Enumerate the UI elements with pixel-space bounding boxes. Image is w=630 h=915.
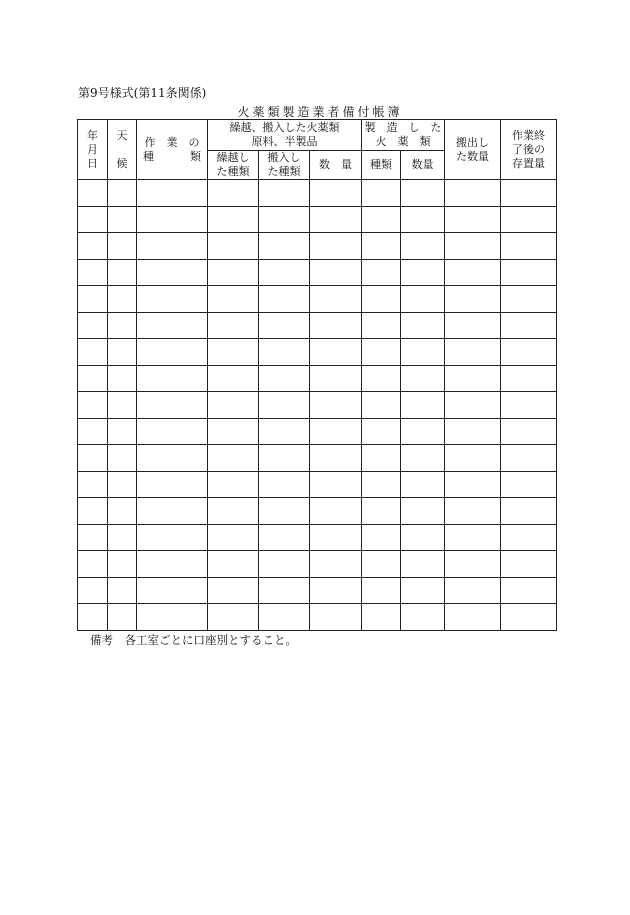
table-cell [362, 524, 401, 551]
table-cell [208, 604, 259, 631]
table-cell [362, 259, 401, 286]
table-cell [445, 206, 501, 233]
table-cell [401, 551, 445, 578]
table-cell [208, 365, 259, 392]
table-cell [78, 180, 108, 207]
table-cell [108, 233, 137, 260]
header-mfg-types: 種類 [362, 151, 401, 180]
table-cell [362, 418, 401, 445]
table-cell [401, 339, 445, 366]
table-cell [401, 577, 445, 604]
table-cell [137, 180, 208, 207]
table-cell [401, 445, 445, 472]
table-cell [259, 286, 310, 313]
table-row [78, 286, 557, 313]
table-cell [401, 392, 445, 419]
table-cell [362, 577, 401, 604]
table-cell [445, 286, 501, 313]
table-cell [310, 551, 362, 578]
table-cell [501, 418, 557, 445]
table-cell [445, 180, 501, 207]
table-cell [362, 392, 401, 419]
table-cell [501, 604, 557, 631]
table-cell [362, 233, 401, 260]
table-cell [208, 233, 259, 260]
table-cell [501, 524, 557, 551]
table-cell [310, 604, 362, 631]
table-cell [501, 471, 557, 498]
table-cell [208, 498, 259, 525]
header-manufactured-group: 製 造 し た 火 薬 類 [362, 120, 445, 151]
header-shipped-quantity: 搬出し た数量 [445, 120, 501, 180]
table-cell [137, 392, 208, 419]
table-cell [259, 339, 310, 366]
table-cell [137, 445, 208, 472]
table-cell [108, 524, 137, 551]
table-cell [137, 365, 208, 392]
table-cell [310, 206, 362, 233]
table-cell [208, 445, 259, 472]
table-cell [137, 418, 208, 445]
table-cell [137, 233, 208, 260]
table-cell [208, 286, 259, 313]
document-title: 火薬類製造業者備付帳簿 [237, 105, 403, 119]
table-cell [310, 259, 362, 286]
table-cell [501, 206, 557, 233]
table-cell [501, 498, 557, 525]
table-cell [78, 445, 108, 472]
table-cell [108, 551, 137, 578]
table-cell [108, 312, 137, 339]
table-cell [501, 339, 557, 366]
header-remaining-quantity: 作業終 了後の 存置量 [501, 120, 557, 180]
table-cell [108, 286, 137, 313]
table-cell [501, 259, 557, 286]
table-cell [259, 312, 310, 339]
table-cell [401, 604, 445, 631]
table-cell [445, 365, 501, 392]
table-row [78, 180, 557, 207]
table-cell [362, 365, 401, 392]
table-cell [108, 577, 137, 604]
table-cell [445, 233, 501, 260]
table-row [78, 259, 557, 286]
table-cell [137, 498, 208, 525]
table-cell [137, 286, 208, 313]
table-cell [445, 259, 501, 286]
ledger-body [78, 180, 557, 631]
table-row [78, 445, 557, 472]
table-cell [208, 418, 259, 445]
table-row [78, 206, 557, 233]
table-cell [501, 365, 557, 392]
table-cell [310, 577, 362, 604]
table-cell [259, 551, 310, 578]
table-row [78, 604, 557, 631]
table-row [78, 392, 557, 419]
table-cell [362, 498, 401, 525]
table-cell [501, 233, 557, 260]
header-mfg-quantity: 数量 [401, 151, 445, 180]
table-cell [310, 498, 362, 525]
table-cell [78, 524, 108, 551]
table-row [78, 551, 557, 578]
table-cell [259, 180, 310, 207]
table-cell [108, 259, 137, 286]
table-cell [208, 180, 259, 207]
form-number-label: 第9号様式(第11条関係) [78, 86, 207, 100]
table-cell [208, 339, 259, 366]
table-cell [259, 233, 310, 260]
table-row [78, 312, 557, 339]
table-cell [78, 339, 108, 366]
table-cell [78, 259, 108, 286]
table-cell [108, 392, 137, 419]
table-cell [445, 604, 501, 631]
table-cell [310, 180, 362, 207]
table-cell [445, 498, 501, 525]
table-cell [401, 498, 445, 525]
table-cell [208, 577, 259, 604]
header-brought-in-types: 搬入し た種類 [259, 151, 310, 180]
table-cell [445, 471, 501, 498]
table-cell [78, 551, 108, 578]
table-cell [108, 445, 137, 472]
header-work-type: 作 業 の 種 類 [137, 120, 208, 180]
table-cell [445, 339, 501, 366]
table-cell [445, 445, 501, 472]
table-row [78, 339, 557, 366]
table-cell [362, 604, 401, 631]
table-row [78, 577, 557, 604]
table-cell [259, 577, 310, 604]
table-cell [78, 312, 108, 339]
table-row [78, 365, 557, 392]
table-cell [445, 524, 501, 551]
table-cell [501, 577, 557, 604]
header-weather: 天 候 [108, 120, 137, 180]
table-cell [362, 206, 401, 233]
table-cell [78, 286, 108, 313]
table-cell [208, 524, 259, 551]
table-cell [401, 259, 445, 286]
table-cell [259, 392, 310, 419]
table-cell [310, 524, 362, 551]
table-cell [362, 551, 401, 578]
table-cell [401, 418, 445, 445]
table-cell [208, 312, 259, 339]
table-row [78, 418, 557, 445]
table-cell [259, 524, 310, 551]
table-cell [362, 471, 401, 498]
table-cell [310, 471, 362, 498]
header-quantity: 数 量 [310, 151, 362, 180]
table-cell [401, 233, 445, 260]
table-cell [78, 604, 108, 631]
table-cell [259, 206, 310, 233]
table-cell [501, 312, 557, 339]
table-cell [208, 551, 259, 578]
table-cell [137, 339, 208, 366]
header-materials-group: 繰越、搬入した火薬類 原料、半製品 [208, 120, 362, 151]
table-cell [445, 418, 501, 445]
table-cell [362, 445, 401, 472]
table-cell [259, 445, 310, 472]
table-cell [208, 206, 259, 233]
table-cell [259, 498, 310, 525]
table-row [78, 524, 557, 551]
table-cell [401, 180, 445, 207]
table-row [78, 471, 557, 498]
table-cell [108, 471, 137, 498]
table-cell [137, 259, 208, 286]
table-cell [137, 206, 208, 233]
table-cell [501, 180, 557, 207]
table-cell [362, 312, 401, 339]
table-cell [310, 445, 362, 472]
table-cell [137, 551, 208, 578]
table-cell [310, 365, 362, 392]
table-cell [137, 577, 208, 604]
table-cell [310, 233, 362, 260]
table-cell [108, 206, 137, 233]
table-cell [401, 286, 445, 313]
table-cell [78, 365, 108, 392]
table-cell [310, 286, 362, 313]
table-cell [78, 471, 108, 498]
table-cell [78, 392, 108, 419]
table-cell [108, 339, 137, 366]
table-cell [108, 365, 137, 392]
table-cell [108, 418, 137, 445]
header-date: 年 月 日 [78, 120, 108, 180]
table-cell [259, 418, 310, 445]
table-cell [401, 524, 445, 551]
table-cell [78, 233, 108, 260]
table-cell [445, 392, 501, 419]
table-cell [137, 604, 208, 631]
table-cell [208, 471, 259, 498]
table-cell [501, 392, 557, 419]
table-cell [310, 339, 362, 366]
table-cell [137, 312, 208, 339]
table-cell [362, 339, 401, 366]
table-row [78, 233, 557, 260]
table-cell [445, 312, 501, 339]
table-cell [259, 471, 310, 498]
table-cell [259, 365, 310, 392]
table-cell [259, 604, 310, 631]
table-cell [362, 286, 401, 313]
table-cell [501, 445, 557, 472]
table-cell [137, 524, 208, 551]
table-cell [362, 180, 401, 207]
table-cell [401, 365, 445, 392]
table-cell [310, 418, 362, 445]
table-cell [108, 180, 137, 207]
table-cell [208, 392, 259, 419]
table-cell [78, 577, 108, 604]
table-cell [310, 392, 362, 419]
table-cell [445, 551, 501, 578]
table-cell [78, 206, 108, 233]
table-cell [259, 259, 310, 286]
remarks-note: 備考 各工室ごとに口座別とすること。 [90, 633, 297, 647]
ledger-table [77, 119, 557, 631]
header-carried-over-types: 繰越し た種類 [208, 151, 259, 180]
table-cell [137, 471, 208, 498]
table-cell [108, 498, 137, 525]
table-cell [310, 312, 362, 339]
table-row [78, 498, 557, 525]
table-cell [78, 498, 108, 525]
table-cell [445, 577, 501, 604]
table-cell [401, 312, 445, 339]
table-cell [501, 551, 557, 578]
table-cell [401, 471, 445, 498]
table-cell [501, 286, 557, 313]
table-cell [108, 604, 137, 631]
table-cell [78, 418, 108, 445]
table-cell [401, 206, 445, 233]
table-cell [208, 259, 259, 286]
